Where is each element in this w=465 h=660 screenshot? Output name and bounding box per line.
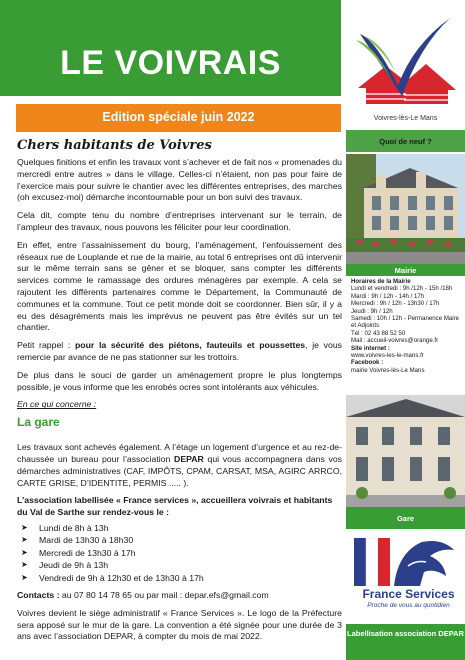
quoi-neuf-label: Quoi de neuf ? — [379, 137, 432, 146]
paragraph-gare — [17, 442, 342, 489]
reminder-prefix: Petit rappel : — [17, 340, 75, 351]
arrow-bullet-icon: ➤ — [21, 560, 28, 570]
facebook-link[interactable]: mairie Voivres-lès-Le Mans — [351, 366, 425, 374]
phone-number: Tél : 02 43 88 52 50 — [351, 329, 406, 337]
arrow-bullet-icon: ➤ — [21, 547, 28, 557]
schedule-item — [21, 547, 342, 559]
concerne-label: En ce qui concerne : — [17, 399, 97, 410]
hours-line: Mardi : 9h / 12h - 14h / 17h — [351, 292, 425, 300]
mairie-photo-image — [346, 154, 465, 264]
france-services-logo — [346, 532, 465, 624]
paragraph-siege: Voivres devient le siège administratif « France Services ». Le logo de la Préfecture sera apposé sur le mur de la gare. La convention a été signée pour une durée de 3 ans avec l’association DEPAR, à compter du mois de mai 2022. — [17, 607, 342, 642]
gare-photo — [346, 395, 465, 507]
schedule-item — [21, 522, 342, 534]
town-logo — [346, 0, 465, 128]
hours-title: Horaires de la Mairie — [351, 278, 411, 285]
mairie-photo — [346, 154, 465, 264]
contacts-text: au 07 80 14 78 65 ou par mail : depar.efs@gmail.com — [59, 589, 269, 600]
arrow-bullet-icon: ➤ — [21, 572, 28, 582]
hours-line: Lundi et vendredi : 9h /12h - 15h /18h — [351, 285, 453, 293]
label-announcement: L’association labellisée « France services », accueillera voivrais et habitants du Val de Sarthe sur rendez-vous le : — [17, 495, 333, 518]
newsletter-title: LE VOIVRAIS — [60, 44, 281, 82]
facebook-title: Facebook : — [351, 359, 384, 367]
town-logo-icon — [346, 0, 465, 116]
schedule-text: Vendredi de 9h à 12h30 et de 13h30 à 17h — [39, 572, 204, 583]
schedule-item — [21, 559, 342, 571]
france-services-tagline: Proche de vous au quotidien — [367, 602, 450, 609]
gare-suffix: qui vous accompagnera dans vos démarches administratives (CAF, IMPÔTS, CPAM, CARSAT, MSA, AGIRC ARRCO, CARTE GRISE, D’IDENTITE, PERMIS ..... ). — [17, 453, 343, 488]
hours-line: Samedi : 10h / 12h - Permanence Maire et Adjoints — [351, 315, 460, 330]
gare-bold: DEPAR — [174, 453, 204, 464]
paragraph-reminder — [17, 340, 342, 364]
schedule-text: Mardi de 13h30 à 18h30 — [39, 535, 134, 546]
main-article — [17, 138, 342, 649]
section-title-gare: La gare — [17, 415, 60, 430]
gare-photo-image — [346, 395, 465, 507]
arrow-bullet-icon: ➤ — [21, 535, 28, 545]
schedule-text: Mercredi de 13h30 à 17h — [39, 547, 136, 558]
reminder-suffix: , je vous remercie par avance de ne pas stationner sur les trottoirs. — [17, 340, 342, 362]
sidebar — [346, 0, 465, 660]
town-name: Voivres-lès-Le Mans — [373, 115, 438, 122]
hours-line: Mercredi : 9h / 12h - 13h30 / 17h — [351, 300, 440, 308]
greeting-heading: Chers habitants de Voivres — [17, 138, 212, 153]
hours-line: Jeudi : 9h / 12h — [351, 307, 393, 315]
paragraph-enrobes: De plus dans le souci de garder un aménagement propre le plus longtemps possible, je vous informe que les enrobés ocres sont intolérants aux véhicules. — [17, 369, 342, 392]
arrow-bullet-icon: ➤ — [21, 522, 28, 532]
email-address[interactable]: Mail : accueil-voivres@orange.fr — [351, 337, 439, 345]
schedule-item — [21, 534, 342, 546]
mairie-info — [351, 278, 463, 374]
schedule-item — [21, 572, 342, 584]
gare-prefix: Les travaux sont achevés également. A l’étage un logement d’urgence et au rez-de-chaussée un bureau pour l’association — [17, 442, 342, 464]
labellisation-caption: Labellisation association DEPAR — [347, 629, 464, 638]
website-title: Site internet : — [351, 344, 390, 352]
reminder-bold: pour la sécurité des piétons, fauteuils et poussettes — [74, 340, 306, 351]
marianne-icon — [346, 532, 465, 588]
paragraph-coordination: Cela dit, compte tenu du nombre d’entreprises intervenant sur le terrain, de l’ampleur des travaux, nous pouvons les féliciter pour leur coordination. — [17, 210, 342, 232]
schedule-text: Jeudi de 9h à 13h — [39, 560, 109, 571]
edition-label: Edition spéciale juin 2022 — [102, 110, 255, 124]
paragraph-works: En effet, entre l’assainissement du bourg, l’aménagement, l’enfouissement des réseaux rue de Louplande et rue de la mairie, au total 6 entreprises ont dû intervenir sur le même terrain sans se gêner et se bloquer, sans compter les différents services comme le ramassage des ordures ménagères par exemple. A cela se rajoutent les différents partenaires comme le Département, la Communauté de communes et la commune. Tout ce petit monde doit se coordonner. Bien sûr, il y a eu des désagréments mais les imprévus ne peuvent pas être évités sur un tel chantier. — [17, 239, 342, 333]
paragraph-intro: Quelques finitions et enfin les travaux vont s’achever et de fait nos « promenades du mercredi entre autres » dans le village. Celles-ci n’étaient, non pas pour faire de l’exercice mais pour suivre le chantier avec les différentes entreprises, des marches (oh excusez-moi) démarche incontournable pour un bon suivi des travaux. — [17, 157, 343, 203]
contacts-label: Contacts : — [17, 589, 60, 600]
schedule-list — [21, 522, 342, 584]
mairie-caption: Mairie — [394, 266, 417, 275]
paragraph-contacts — [17, 590, 342, 602]
schedule-text: Lundi de 8h à 13h — [39, 522, 109, 533]
gare-caption: Gare — [396, 514, 415, 523]
website-link[interactable]: www.voivres-les-le-mans.fr — [351, 352, 424, 360]
france-services-name: France Services — [362, 587, 455, 601]
